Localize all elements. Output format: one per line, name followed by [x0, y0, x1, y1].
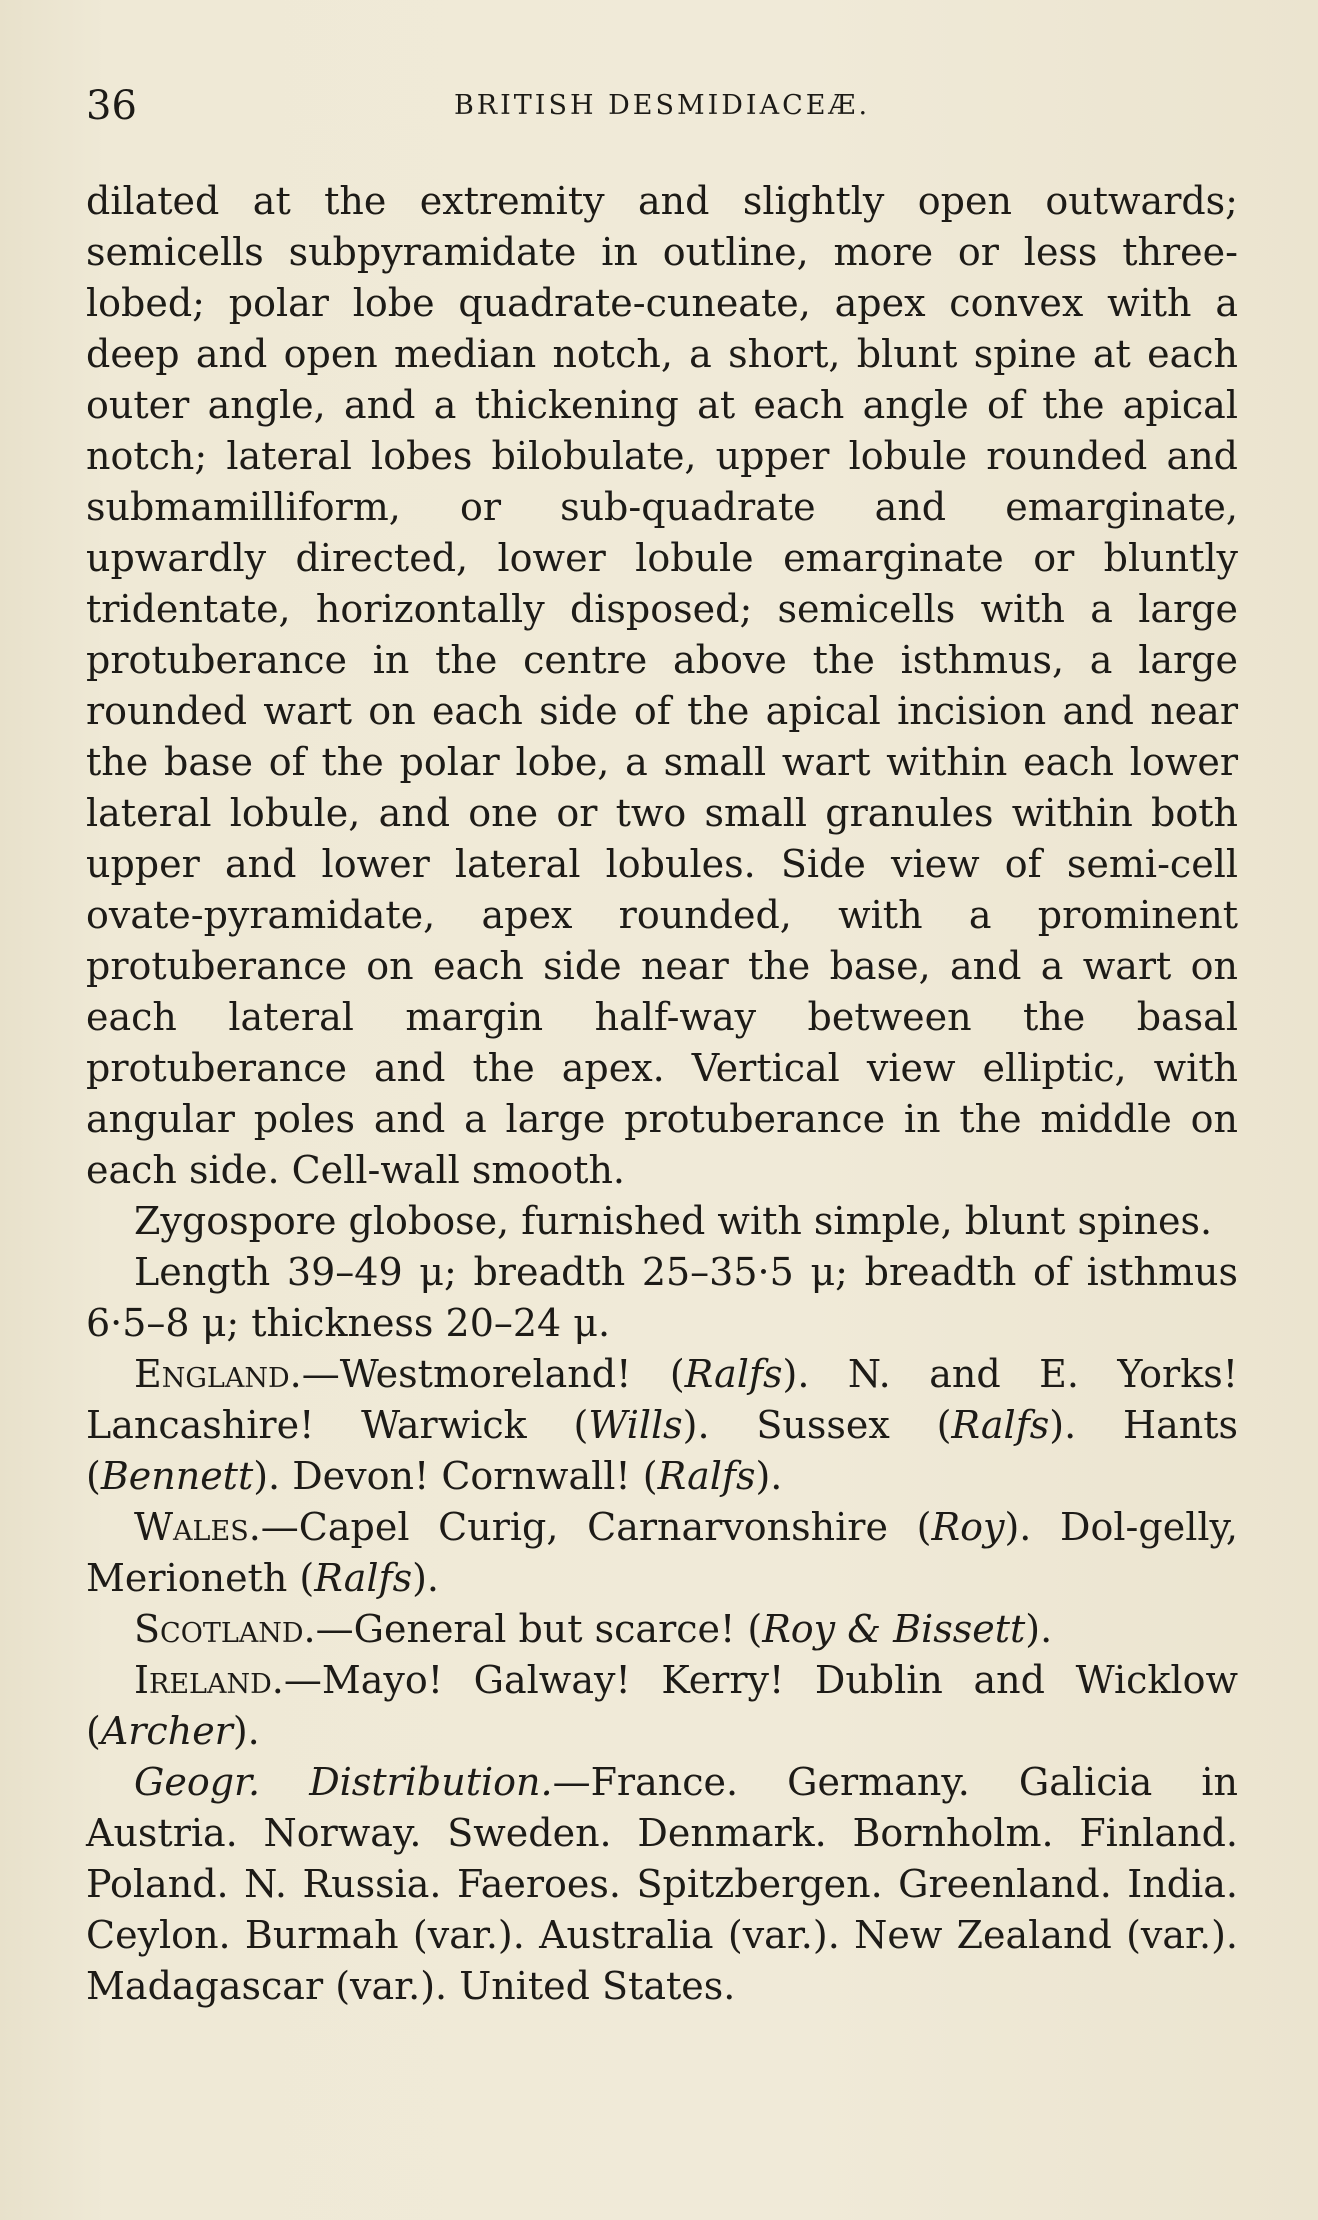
authority-name: Archer: [100, 1709, 233, 1753]
page-header: [86, 76, 1238, 136]
ireland-text: —Mayo! Galway! Kerry! Dublin and Wicklow (: [86, 1658, 1238, 1753]
scotland-text: ).: [1025, 1607, 1053, 1651]
region-label-ireland: Ireland.: [134, 1658, 284, 1702]
authority-name: Bennett: [100, 1454, 254, 1498]
ireland-text: ).: [232, 1709, 260, 1753]
description-paragraph: dilated at the extremity and slightly open outwards; semicells subpyramidate in outline, more or less three-lobed; polar lobe quadrate-cuneate, apex convex with a deep and open median notch, a short, blunt spine at each outer angle, and a thickening at each angle of the apical notch; lateral lobes bilobulate, upper lobule rounded and submamilliform, or sub-quadrate and emarginate, upwardly directed, lower lobule emarginate or bluntly tridentate, horizontally disposed; semicells with a large protuberance in the centre above the isthmus, a large rounded wart on each side of the apical incision and near the base of the polar lobe, a small wart within each lower lateral lobule, and one or two small granules within both upper and lower lateral lobules. Side view of semi-cell ovate-pyramidate, apex rounded, with a prominent protuberance on each side near the base, and a wart on each lateral margin half-way between the basal protuberance and the apex. Vertical view elliptic, with angular poles and a large protuberance in the middle on each side. Cell-wall smooth.: [86, 179, 1238, 1192]
authority-name: Roy & Bissett: [762, 1607, 1026, 1651]
wales-text: —Capel Curig, Carnarvonshire (: [260, 1505, 932, 1549]
scotland-text: —General but scarce! (: [315, 1607, 763, 1651]
species-text: [86, 176, 1238, 2012]
wales-paragraph: [86, 1502, 1238, 1604]
england-paragraph: [86, 1349, 1238, 1502]
authority-name: Ralfs: [314, 1556, 413, 1600]
zygospore-paragraph: Zygospore globose, furnished with simple, blunt spines.: [134, 1199, 1213, 1243]
authority-name: Ralfs: [684, 1352, 783, 1396]
wales-text: ).: [412, 1556, 439, 1600]
authority-name: Ralfs: [657, 1454, 756, 1498]
england-text: ).: [755, 1454, 783, 1498]
distribution-label: Geogr. Distribution.: [134, 1760, 553, 1804]
running-head: BRITISH DESMIDIACEÆ.: [453, 90, 871, 121]
distribution-text: —France. Germany. Galicia in Austria. Norway. Sweden. Denmark. Bornholm. Finland. Poland. N. Russia. Faeroes. Spitzbergen. Greenland. India. Ceylon. Burmah (var.). Australia (var.). New Zealand (var.). Madagascar (var.). United States.: [86, 1760, 1239, 2008]
scotland-paragraph: [86, 1604, 1238, 1655]
region-label-england: England.: [134, 1352, 302, 1396]
dimensions-paragraph: Length 39–49 μ; breadth 25–35·5 μ; breadth of isthmus 6·5–8 μ; thickness 20–24 μ.: [86, 1250, 1238, 1345]
england-text: ). Sussex (: [682, 1403, 952, 1447]
england-text: ). Hants (: [86, 1403, 1238, 1498]
wales-text: ). Dol-gelly, Merioneth (: [86, 1505, 1238, 1600]
england-text: —Westmoreland! (: [301, 1352, 685, 1396]
england-text: ). N. and E. Yorks! Lancashire! Warwick (: [86, 1352, 1238, 1447]
england-text: ). Devon! Cornwall! (: [253, 1454, 658, 1498]
ireland-paragraph: [86, 1655, 1238, 1757]
distribution-paragraph: [86, 1757, 1238, 2012]
region-label-scotland: Scotland.: [134, 1607, 316, 1651]
page-number: 36: [86, 83, 137, 129]
region-label-wales: Wales.: [134, 1505, 261, 1549]
authority-name: Wills: [588, 1403, 683, 1447]
authority-name: Ralfs: [951, 1403, 1050, 1447]
authority-name: Roy: [931, 1505, 1005, 1549]
